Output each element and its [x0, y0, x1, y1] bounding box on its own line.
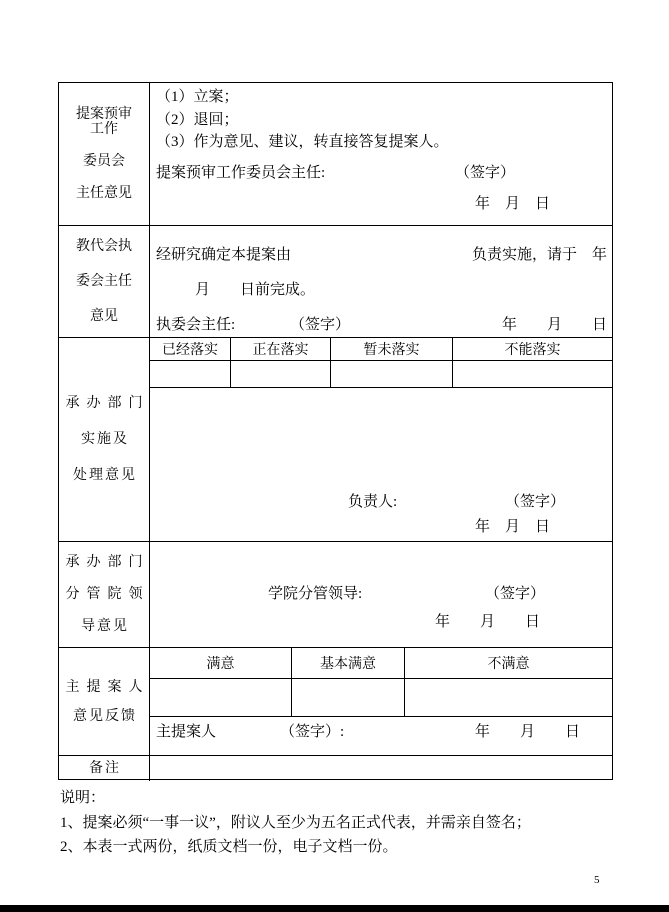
row-label-handling-department: [59, 338, 150, 541]
status-cell-cannot: [453, 361, 612, 387]
feedback-header-not-satisfied: 不满意: [487, 657, 530, 672]
status-cell-not-yet: [331, 361, 453, 387]
date-line: 年 月 日: [501, 317, 607, 333]
status-cell-in-progress: [231, 361, 331, 387]
label-line: 委员会: [83, 154, 125, 169]
executive-committee-content: [150, 226, 612, 337]
date-line: 年 月 日: [475, 519, 551, 535]
label-line: 承办部门: [65, 555, 150, 570]
label-line: 委会主任: [76, 274, 132, 289]
page-number: 5: [594, 874, 600, 886]
date-line: 年 月 日: [435, 614, 541, 630]
satisfaction-table: [150, 648, 612, 717]
proposer-feedback-content: [150, 648, 612, 755]
option-returned: （2）退回；: [156, 112, 239, 128]
preview-committee-content: [150, 83, 612, 225]
signer-label: 执委会主任:: [156, 317, 236, 333]
row-remarks: [59, 756, 612, 781]
notes-title: 说明：: [60, 790, 106, 806]
signature-hint: （签字）: [290, 317, 351, 333]
signature-hint: （签字）: [505, 494, 566, 510]
date-line: 年 月 日: [475, 196, 551, 212]
signer-label: 主提案人: [156, 724, 217, 740]
status-header-cannot: 不能落实: [504, 343, 561, 358]
department-leader-content: [150, 542, 612, 647]
notes-item-1: 1、提案必须“一事一议”，附议人至少为五名正式代表，并需亲自签名；: [60, 815, 531, 831]
status-header-in-progress: 正在落实: [231, 338, 331, 360]
remarks-content: [150, 756, 612, 781]
label-line: 意见反馈: [73, 708, 137, 724]
label-line: 实施及: [81, 432, 129, 447]
label-line: 导意见: [81, 619, 129, 634]
decision-text-right: 负责实施，请于 年: [471, 247, 607, 263]
label-line: 处理意见: [73, 468, 137, 483]
option-case-filed: （1）立案；: [156, 89, 239, 105]
row-department-leader-opinion: [59, 542, 612, 648]
label-line: 教代会执: [76, 239, 132, 254]
row-preview-committee-opinion: [59, 83, 612, 226]
signature-hint: （签字）: [485, 586, 546, 602]
option-as-suggestion: （3）作为意见、建议，转直接答复提案人。: [156, 134, 449, 150]
row-executive-committee-opinion: [59, 226, 612, 338]
feedback-cell-basically-satisfied: [292, 679, 405, 716]
decision-text-left: 经研究确定本提案由: [156, 247, 292, 263]
label-line: 备注: [89, 761, 121, 776]
label-line: 承办部门: [65, 396, 150, 411]
label-line: 意见: [90, 309, 118, 324]
signer-label: 负责人:: [348, 494, 398, 510]
label-line: 工作: [90, 122, 118, 137]
row-label-executive-committee: [59, 226, 150, 337]
date-line: 年 月 日: [475, 724, 581, 740]
label-line: 主提案人: [65, 679, 150, 695]
row-label-remarks: [59, 756, 150, 781]
handling-department-content: [150, 338, 612, 541]
label-line: 主任意见: [76, 186, 132, 201]
row-proposer-feedback: [59, 648, 612, 756]
label-line: 分管院领: [65, 587, 150, 602]
feedback-header-satisfied: 满意: [150, 648, 292, 678]
status-cell-implemented: [150, 361, 231, 387]
status-header-not-yet: 暂未落实: [331, 338, 453, 360]
row-label-preview-committee: [59, 83, 150, 225]
notes-item-2: 2、本表一式两份，纸质文档一份，电子文档一份。: [60, 839, 398, 855]
bottom-edge-bar: [0, 905, 669, 912]
decision-text-line2: 月 日前完成。: [195, 282, 316, 298]
signature-hint: （签字）:: [280, 724, 345, 740]
feedback-cell-satisfied: [150, 679, 292, 716]
feedback-cell-not-satisfied: [405, 679, 612, 716]
implementation-status-table: [150, 338, 612, 388]
label-line: 提案预审: [76, 107, 132, 122]
feedback-header-basically-satisfied: 基本满意: [292, 648, 405, 678]
proposal-review-form-table: [58, 82, 613, 780]
row-handling-department-opinion: [59, 338, 612, 542]
row-label-proposer-feedback: [59, 648, 150, 755]
signature-hint: （签字）: [455, 165, 516, 181]
signer-label: 提案预审工作委员会主任:: [156, 165, 326, 181]
status-header-implemented: 已经落实: [150, 338, 231, 360]
row-label-department-leader: [59, 542, 150, 647]
signer-label: 学院分管领导:: [268, 586, 363, 602]
